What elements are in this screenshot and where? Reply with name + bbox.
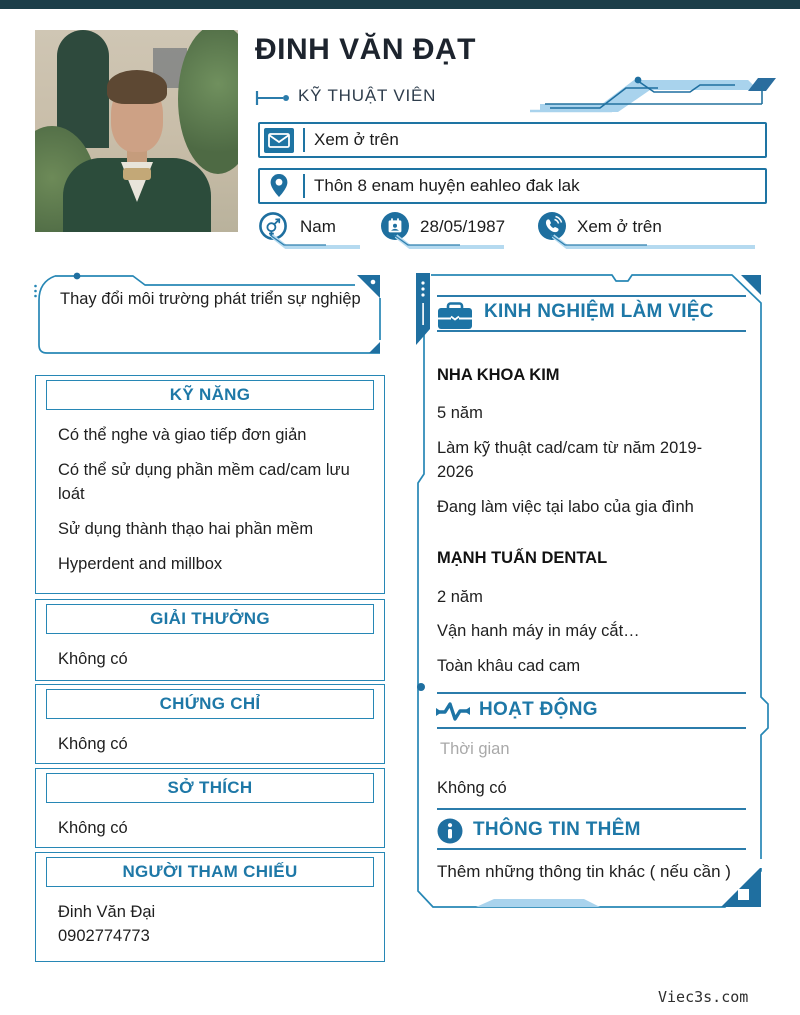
pulse-icon bbox=[436, 700, 470, 722]
company-name: MẠNH TUẤN DENTAL bbox=[437, 549, 608, 567]
skill-item: Có thể nghe và giao tiếp đơn giản bbox=[58, 426, 307, 444]
objective-text: Thay đổi môi trường phát triển sự nghiệp bbox=[60, 290, 361, 308]
section-title: NGƯỜI THAM CHIẾU bbox=[46, 857, 374, 887]
underline-decoration bbox=[390, 234, 510, 252]
top-bar bbox=[0, 0, 800, 9]
photo-bush bbox=[178, 30, 238, 174]
section-title: SỞ THÍCH bbox=[46, 773, 374, 803]
envelope-icon bbox=[263, 127, 295, 153]
photo-person-bowtie bbox=[123, 168, 151, 180]
reference-phone: 0902774773 bbox=[58, 927, 150, 945]
job-duration: 5 năm bbox=[437, 404, 483, 422]
section-skills bbox=[35, 375, 385, 594]
gender-value: Nam bbox=[300, 217, 336, 236]
reference-name: Đinh Văn Đại bbox=[58, 903, 156, 921]
phone-value: Xem ở trên bbox=[577, 217, 662, 236]
underline-decoration bbox=[547, 234, 762, 252]
birthday-value: 28/05/1987 bbox=[420, 217, 506, 236]
certificates-value: Không có bbox=[58, 735, 128, 753]
watermark: Viec3s.com bbox=[658, 988, 749, 1006]
divider-line bbox=[437, 692, 746, 694]
info-title: THÔNG TIN THÊM bbox=[473, 819, 641, 840]
divider-line bbox=[437, 808, 746, 810]
activities-title: HOẠT ĐỘNG bbox=[479, 699, 598, 720]
divider-line bbox=[437, 295, 746, 297]
skill-item: Hyperdent and millbox bbox=[58, 555, 223, 573]
address-field[interactable] bbox=[258, 168, 767, 204]
job-duration: 2 năm bbox=[437, 588, 483, 606]
hobbies-value: Không có bbox=[58, 819, 128, 837]
objective-box bbox=[33, 272, 385, 358]
section-certificates bbox=[35, 684, 385, 764]
job-description: Làm kỹ thuật cad/cam từ năm 2019-2026 bbox=[437, 439, 703, 481]
title-decoration bbox=[255, 90, 293, 106]
section-title: GIẢI THƯỞNG bbox=[46, 604, 374, 634]
photo-person-hair bbox=[107, 70, 167, 104]
profile-photo bbox=[35, 30, 238, 232]
divider-line bbox=[437, 727, 746, 729]
activities-time-placeholder[interactable]: Thời gian bbox=[440, 740, 510, 758]
experience-title: KINH NGHIỆM LÀM VIỆC bbox=[484, 301, 714, 322]
section-hobbies bbox=[35, 768, 385, 848]
skill-item: Có thể sử dụng phần mềm cad/cam lưu loát bbox=[58, 461, 350, 503]
job-description: Đang làm việc tại labo của gia đình bbox=[437, 498, 694, 516]
field-separator bbox=[303, 128, 305, 152]
divider-line bbox=[437, 848, 746, 850]
awards-value: Không có bbox=[58, 650, 128, 668]
header-circuit-decoration bbox=[530, 64, 780, 114]
underline-decoration bbox=[266, 234, 366, 252]
briefcase-icon bbox=[437, 302, 473, 330]
skill-item: Sử dụng thành thạo hai phần mềm bbox=[58, 520, 314, 538]
info-value: Thêm những thông tin khác ( nếu cần ) bbox=[437, 862, 731, 881]
location-icon bbox=[263, 173, 295, 199]
job-description: Toàn khâu cad cam bbox=[437, 657, 581, 675]
email-field[interactable] bbox=[258, 122, 767, 158]
info-icon bbox=[437, 818, 463, 844]
section-awards bbox=[35, 599, 385, 681]
candidate-name: ĐINH VĂN ĐẠT bbox=[255, 33, 476, 66]
job-title: KỸ THUẬT VIÊN bbox=[298, 86, 437, 105]
company-name: NHA KHOA KIM bbox=[437, 366, 560, 384]
section-title: CHỨNG CHỈ bbox=[46, 689, 374, 719]
address-value: Thôn 8 enam huyện eahleo đak lak bbox=[314, 176, 580, 195]
job-description: Vận hanh máy in máy cắt… bbox=[437, 622, 640, 640]
divider-line bbox=[437, 330, 746, 332]
section-references bbox=[35, 852, 385, 962]
activities-value: Không có bbox=[437, 779, 507, 797]
section-title: KỸ NĂNG bbox=[46, 380, 374, 410]
email-value: Xem ở trên bbox=[314, 130, 399, 149]
field-separator bbox=[303, 174, 305, 198]
